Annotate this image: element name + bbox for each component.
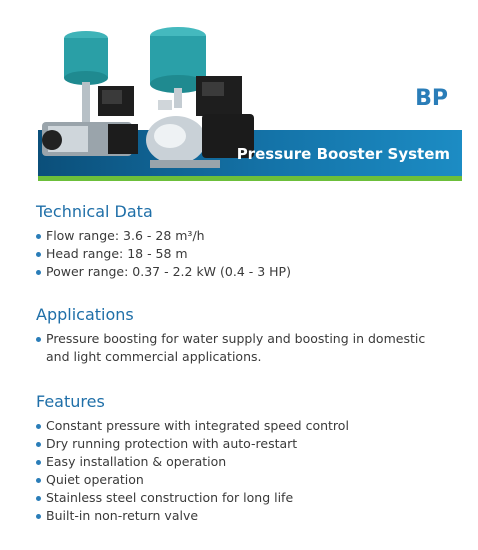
list-item: [36, 471, 349, 489]
bullet-icon: [36, 514, 41, 519]
list-item-text: Power range: 0.37 - 2.2 kW (0.4 - 3 HP): [46, 264, 291, 279]
list-item-text: Easy installation & operation: [46, 454, 227, 469]
bullet-icon: [36, 460, 41, 465]
technical-data-section: [36, 202, 291, 281]
applications-list: [36, 330, 448, 366]
list-item: [36, 263, 291, 281]
bullet-icon: [36, 234, 41, 239]
list-item: [36, 245, 291, 263]
bullet-icon: [36, 337, 41, 342]
list-item-text: Flow range: 3.6 - 28 m³/h: [46, 228, 205, 243]
bullet-icon: [36, 424, 41, 429]
bullet-icon: [36, 442, 41, 447]
list-item: [36, 453, 349, 471]
bullet-icon: [36, 496, 41, 501]
technical-data-heading: Technical Data: [36, 202, 153, 221]
list-item-text: Constant pressure with integrated speed control: [46, 418, 349, 433]
applications-section: [36, 305, 448, 366]
features-list: [36, 417, 349, 525]
features-heading: Features: [36, 392, 105, 411]
features-section: [36, 392, 349, 525]
list-item-text: Built-in non-return valve: [46, 508, 199, 523]
list-item-text: Stainless steel construction for long life: [46, 490, 294, 505]
bullet-icon: [36, 270, 41, 275]
list-item: [36, 489, 349, 507]
list-item-text: Quiet operation: [46, 472, 144, 487]
list-item: [36, 417, 349, 435]
list-item: [36, 435, 349, 453]
pump-product-image: [38, 18, 268, 183]
bullet-icon: [36, 252, 41, 257]
technical-data-list: [36, 227, 291, 281]
applications-heading: Applications: [36, 305, 134, 324]
list-item: [36, 507, 349, 525]
bullet-icon: [36, 478, 41, 483]
left-pump-unit: [42, 31, 138, 156]
list-item: [36, 227, 291, 245]
banner-title: Pressure Booster System: [236, 145, 450, 163]
list-item: [36, 330, 448, 366]
list-item-text: Pressure boosting for water supply and boosting in domestic and light commercial applications.: [46, 331, 426, 364]
list-item-text: Dry running protection with auto-restart: [46, 436, 298, 451]
list-item-text: Head range: 18 - 58 m: [46, 246, 188, 261]
hero-section: [0, 0, 478, 190]
model-code: BP: [415, 86, 448, 111]
